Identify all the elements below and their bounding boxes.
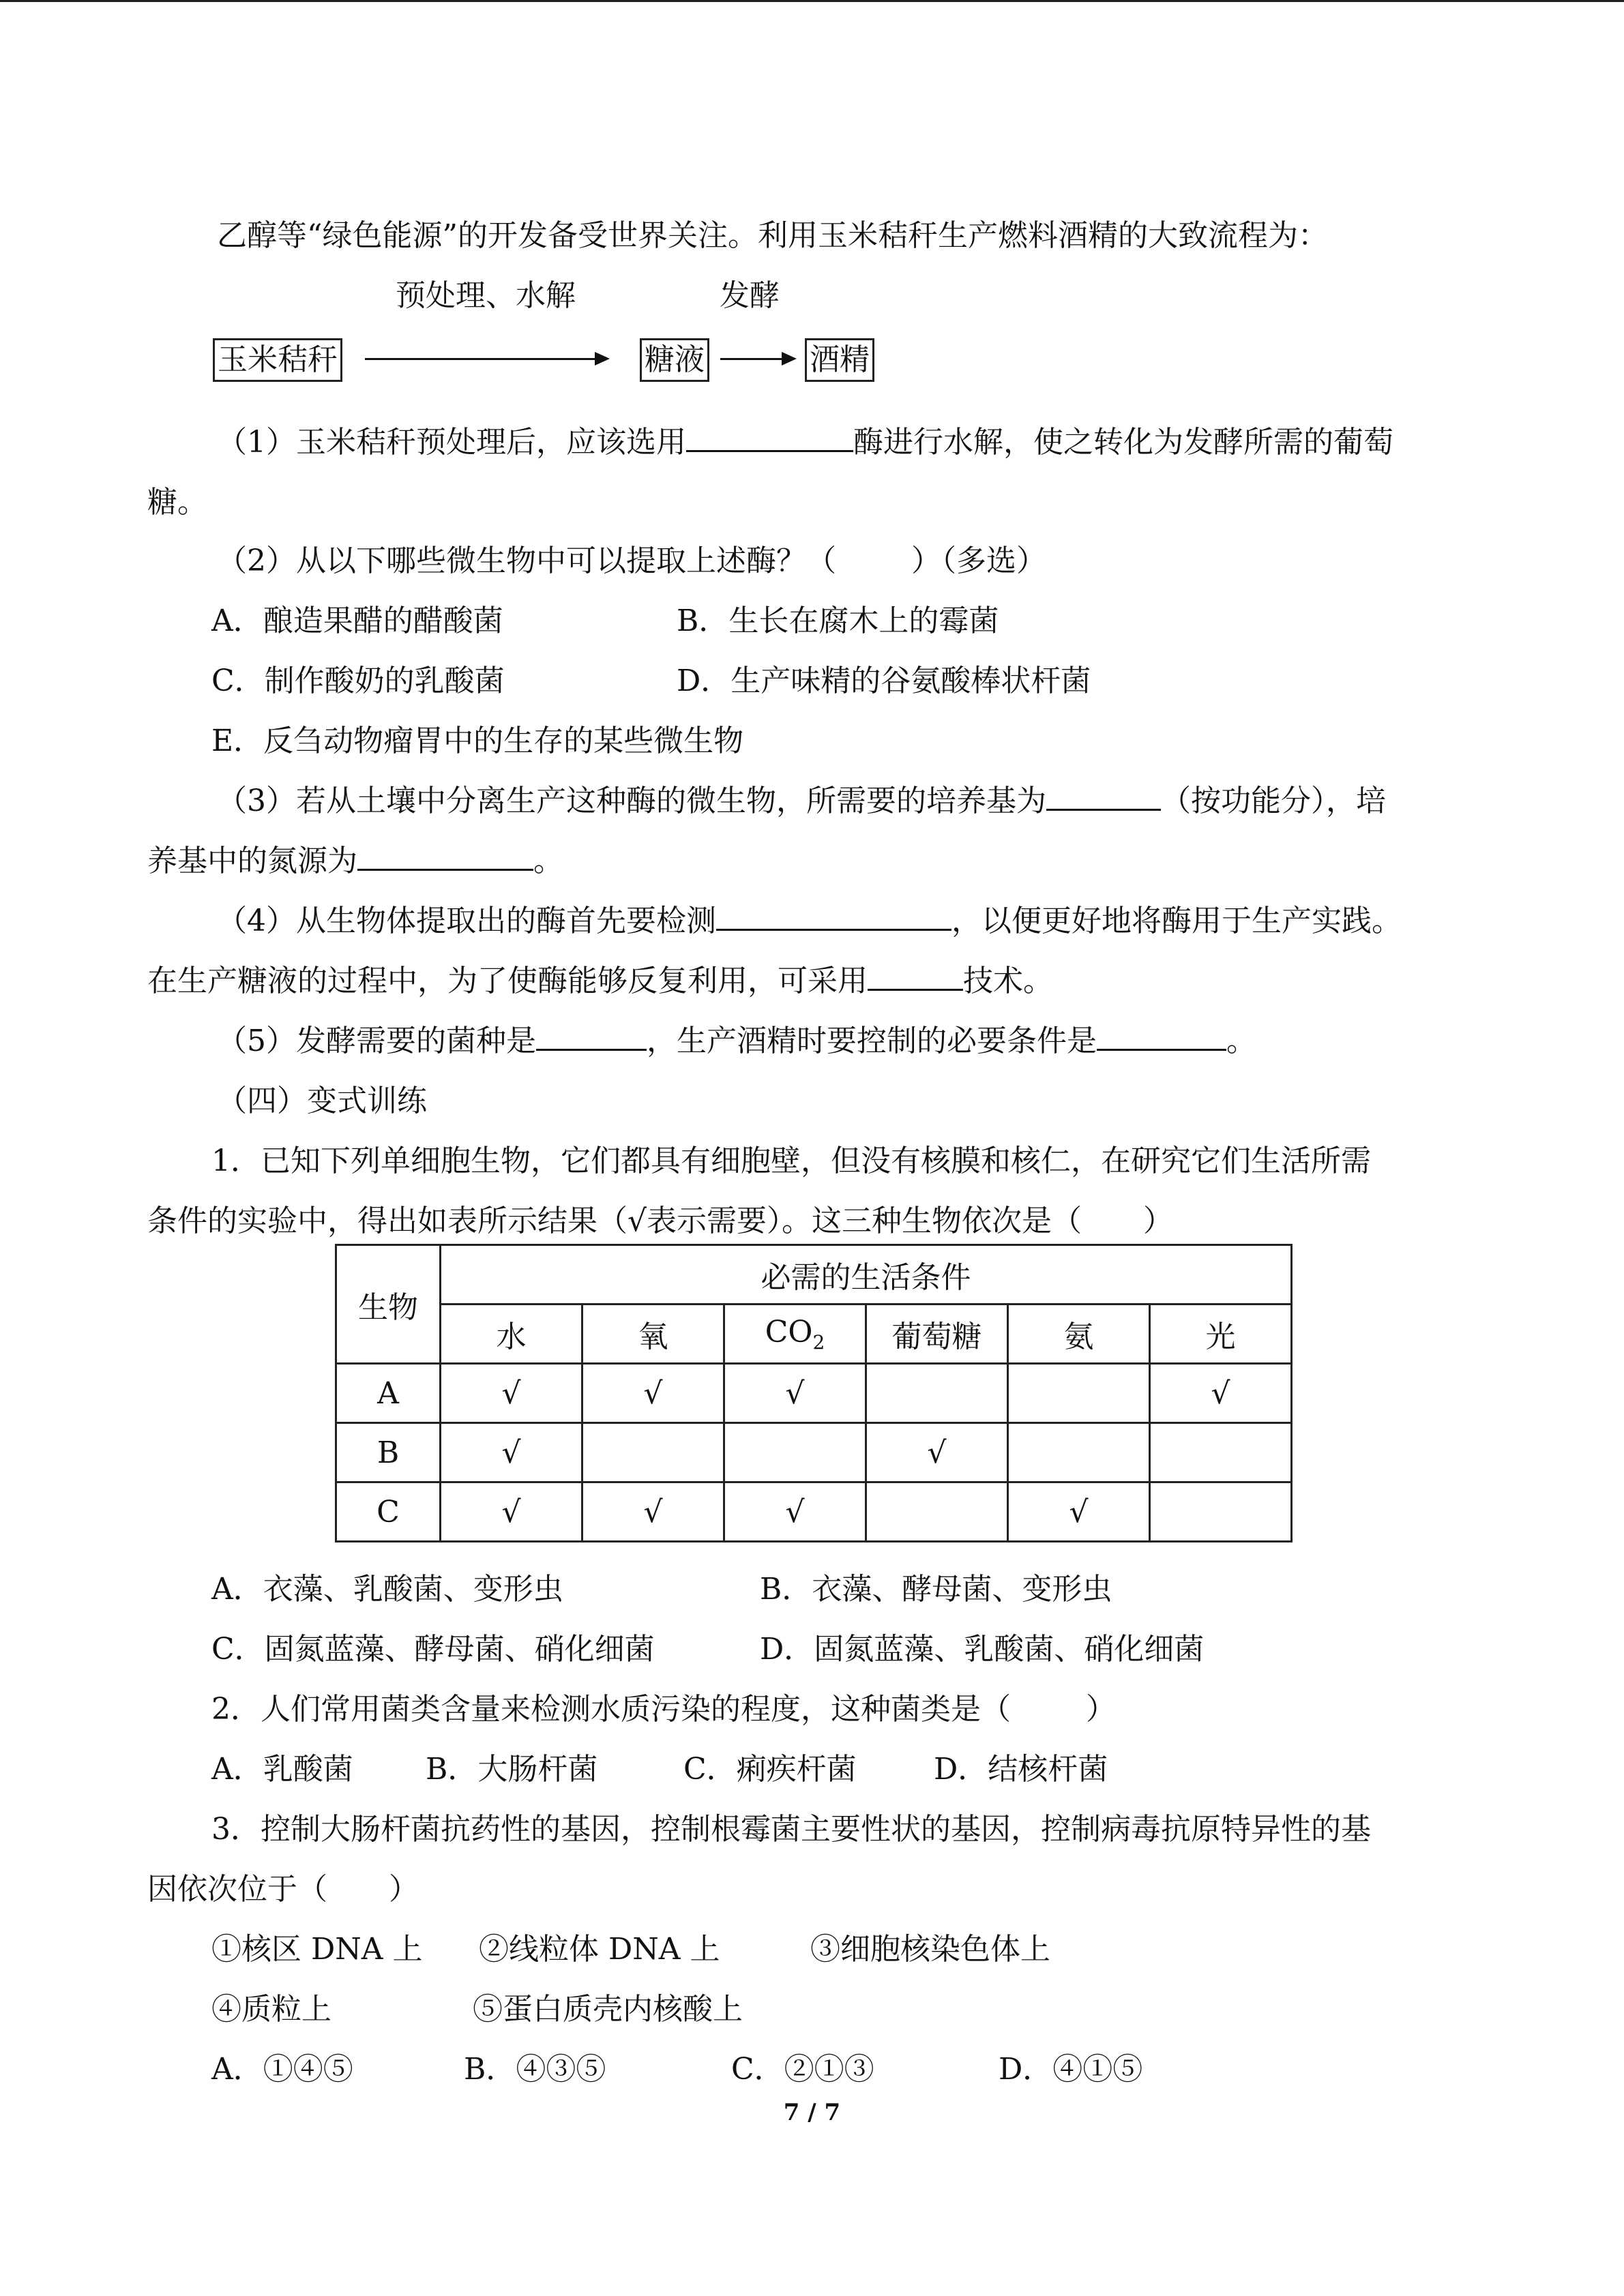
t3-item-2: ②线粒体 DNA 上 (479, 1932, 720, 1967)
table-cell (866, 1482, 1008, 1542)
q4-continuation (147, 961, 1053, 1002)
q2-text-pre: （2）从以下哪些微生物中可以提取上述酶？（ (217, 543, 836, 578)
table-cell: √ (441, 1482, 582, 1542)
q2-option-b: B．生长在腐木上的霉菌 (677, 603, 999, 638)
q5-blank-1[interactable] (536, 1022, 647, 1051)
table-cell (1008, 1364, 1150, 1423)
table-cell (724, 1423, 866, 1482)
top-border (0, 0, 1624, 2)
q5-text-post: 。 (1226, 1024, 1256, 1058)
t1-option-c: C．固氮蓝藻、酵母菌、硝化细菌 (211, 1632, 655, 1667)
q5-blank-2[interactable] (1097, 1022, 1226, 1051)
q2-option-e: E．反刍动物瘤胃中的生存的某些微生物 (211, 724, 744, 758)
table-cell (1150, 1482, 1292, 1542)
q5-text-pre: （5）发酵需要的菌种是 (217, 1024, 536, 1058)
q4-blank-2[interactable] (868, 961, 963, 991)
table-cell: √ (1150, 1364, 1292, 1423)
t1-stem2-post: ） (1143, 1204, 1174, 1238)
t3-option-c: C．②①③ (731, 2052, 874, 2087)
q4-cont-pre: 在生产糖液的过程中，为了使酶能够反复利用，可采用 (147, 964, 868, 998)
row-label: B (336, 1423, 441, 1482)
table-cell: √ (441, 1423, 582, 1482)
q2-text-post: ）（多选） (911, 543, 1046, 578)
q1-text-post: 酶进行水解，使之转化为发酵所需的葡萄 (853, 425, 1393, 460)
col-co2: $CO_2$ (724, 1304, 866, 1364)
q3-blank-1[interactable] (1046, 781, 1161, 811)
col-water: 水 (441, 1304, 582, 1364)
table-row (336, 1364, 1292, 1423)
q1-blank[interactable] (686, 423, 853, 452)
table-cell: √ (441, 1364, 582, 1423)
table-cell: √ (1008, 1482, 1150, 1542)
q3-cont-post: 。 (533, 844, 563, 878)
table-cell (1008, 1423, 1150, 1482)
q4-cont-post: 技术。 (963, 964, 1053, 998)
q3-text-post: （按功能分），培 (1161, 784, 1386, 818)
task-3-stem-line-2 (147, 1869, 419, 1910)
flow-box-corn-stalk: 玉米秸秆 (213, 338, 342, 382)
question-4 (217, 901, 1402, 942)
q4-text-post: ，以便更好地将酶用于生产实践。 (951, 904, 1402, 938)
table-header-organism: 生物 (336, 1245, 441, 1364)
q3-text-pre: （3）若从土壤中分离生产这种酶的微生物，所需要的培养基为 (217, 784, 1046, 818)
q3-blank-2[interactable] (357, 841, 533, 871)
q4-text-pre: （4）从生物体提取出的酶首先要检测 (217, 904, 716, 938)
flow-label-fermentation: 发酵 (720, 278, 780, 313)
t1-stem2-pre: 条件的实验中，得出如表所示结果（√表示需要）。这三种生物依次是（ (147, 1204, 1082, 1238)
task-3-stem-line-1: 3．控制大肠杆菌抗药性的基因，控制根霉菌主要性状的基因，控制病毒抗原特异性的基 (211, 1812, 1371, 1847)
q5-text-mid: ，生产酒精时要控制的必要条件是 (647, 1024, 1097, 1058)
t2-option-a: A．乳酸菌 (211, 1752, 353, 1787)
question-1 (217, 422, 1393, 463)
table-cell: √ (866, 1423, 1008, 1482)
t2-option-d: D．结核杆菌 (934, 1752, 1108, 1787)
flow-arrow-2 (720, 358, 794, 360)
col-light: 光 (1150, 1304, 1292, 1364)
row-label: C (336, 1482, 441, 1542)
t2-option-b: B．大肠杆菌 (426, 1752, 598, 1787)
q1-text-pre: （1）玉米秸秆预处理后，应该选用 (217, 425, 686, 460)
table-cell (1150, 1423, 1292, 1482)
table-row (336, 1423, 1292, 1482)
table-cell: √ (724, 1482, 866, 1542)
page-number: 7 / 7 (783, 2099, 841, 2126)
q4-blank-1[interactable] (716, 901, 951, 931)
question-3 (217, 781, 1386, 822)
flow-box-alcohol: 酒精 (805, 338, 874, 382)
table-cell (582, 1423, 724, 1482)
q1-continuation: 糖。 (147, 485, 207, 520)
t3-item-4: ④质粒上 (211, 1992, 331, 2027)
table-cell (866, 1364, 1008, 1423)
section-heading: （四）变式训练 (217, 1084, 427, 1118)
t3-item-1: ①核区 DNA 上 (211, 1932, 423, 1967)
q2-option-d: D．生产味精的谷氨酸棒状杆菌 (677, 664, 1091, 698)
q3-continuation (147, 841, 563, 882)
t1-option-b: B．衣藻、酵母菌、变形虫 (760, 1572, 1112, 1607)
q3-cont-pre: 养基中的氮源为 (147, 844, 357, 878)
t3-stem2-pre: 因依次位于（ (147, 1872, 327, 1907)
task-1-stem-line-2 (147, 1201, 1173, 1242)
table-cell: √ (724, 1364, 866, 1423)
q2-option-c: C．制作酸奶的乳酸菌 (211, 664, 505, 698)
table-header-conditions: 必需的生活条件 (441, 1245, 1292, 1304)
flow-arrow-1 (365, 358, 607, 360)
question-2 (217, 541, 1046, 582)
intro-text: 乙醇等“绿色能源”的开发备受世界关注。利用玉米秸秆生产燃料酒精的大致流程为： (217, 218, 1328, 253)
t3-stem2-post: ） (389, 1872, 419, 1907)
flow-label-hydrolysis: 预处理、水解 (396, 278, 576, 313)
conditions-table (335, 1244, 1293, 1542)
t3-item-5: ⑤蛋白质壳内核酸上 (473, 1992, 743, 2027)
t3-option-a: A．①④⑤ (211, 2052, 353, 2087)
t3-item-3: ③细胞核染色体上 (810, 1932, 1050, 1967)
flow-box-sugar-solution: 糖液 (640, 338, 709, 382)
question-5 (217, 1021, 1256, 1062)
t1-option-d: D．固氮蓝藻、乳酸菌、硝化细菌 (760, 1632, 1205, 1667)
t2-option-c: C．痢疾杆菌 (683, 1752, 857, 1787)
t1-option-a: A．衣藻、乳酸菌、变形虫 (211, 1572, 563, 1607)
t2-stem-post: ） (1086, 1692, 1116, 1727)
t3-option-d: D．④①⑤ (999, 2052, 1143, 2087)
t2-stem-pre: 2．人们常用菌类含量来检测水质污染的程度，这种菌类是（ (211, 1692, 1011, 1727)
col-ammonia: 氨 (1008, 1304, 1150, 1364)
table-cell: √ (582, 1364, 724, 1423)
task-2-stem (211, 1689, 1116, 1730)
table-cell: √ (582, 1482, 724, 1542)
row-label: A (336, 1364, 441, 1423)
col-glucose: 葡萄糖 (866, 1304, 1008, 1364)
col-oxygen: 氧 (582, 1304, 724, 1364)
task-1-stem-line-1: 1．已知下列单细胞生物，它们都具有细胞壁，但没有核膜和核仁，在研究它们生活所需 (211, 1144, 1371, 1178)
table-row (336, 1482, 1292, 1542)
t3-option-b: B．④③⑤ (464, 2052, 606, 2087)
q2-option-a: A．酿造果醋的醋酸菌 (211, 603, 503, 638)
